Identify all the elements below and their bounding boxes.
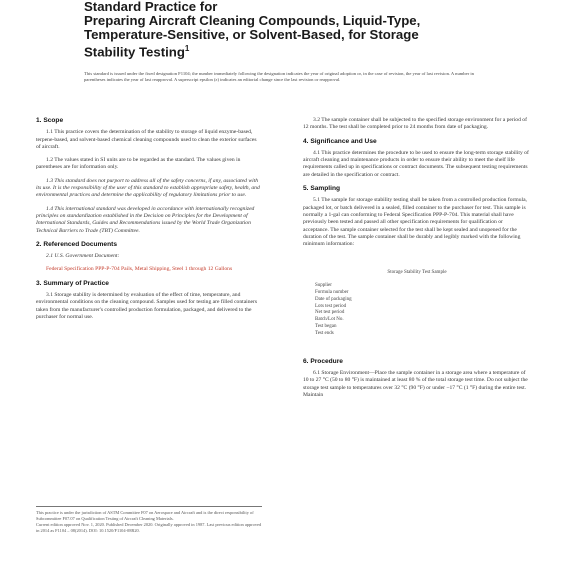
- paragraph-2-1: 2.1 U.S. Government Document:: [46, 253, 120, 260]
- section-heading-summary: 3. Summary of Practice: [36, 279, 109, 287]
- document-title: [84, 0, 504, 59]
- sample-label-line: Test began: [315, 324, 337, 330]
- section-heading-procedure: 6. Procedure: [303, 357, 343, 365]
- section-heading-sampling: 5. Sampling: [303, 185, 341, 193]
- designation-notice: This standard is issued under the fixed designation F1104; the number immediately following the designation indicates the year of original adoption or, in the case of revision, the year of last revision. A number in parentheses indicates the year of last reapproval. A superscript epsilon (ε) indicates an editorial change since the last revision or reapproval.: [84, 71, 474, 82]
- sample-label-line: Formula number: [315, 290, 349, 296]
- paragraph-5-1: 5.1 The sample for storage stability testing shall be taken from a controlled production formula, packaged lot, or batch delivered in a sealed, filled container to the purchaser for test. This sample is normally a 1-gal can conforming to Federal Specification PPP-P-704. This material shall have previously been tested and passed all other specification requirements for qualification or acceptance. The sample container selected for the test shall be kept sealed and unopened for the duration of the test. The sample container shall be durably and legibly marked with the following minimum information:: [303, 197, 527, 248]
- title-line-3: Temperature-Sensitive, or Solvent-Based, for Storage: [84, 27, 419, 42]
- section-heading-scope: 1. Scope: [36, 117, 64, 124]
- sample-label-title: Storage Stability Test Sample: [387, 270, 447, 276]
- sample-label-line: Net test period: [315, 310, 345, 316]
- federal-spec-link[interactable]: Federal Specification PPP-P-704 Pails, Metal Shipping, Steel 1 through 12 Gallons: [46, 266, 233, 273]
- left-column: [36, 117, 262, 327]
- paragraph-4-1: 4.1 This practice determines the procedure to be used to ensure the long-term storage stability of aircraft cleaning and maintenance products in order to ensure their ability to meet the shelf life requirements called up in specifications or contract documents. The subsequent testing requirements are detailed in the specification or contract.: [303, 149, 529, 178]
- footnote-2: Current edition approved Nov. 1, 2020. Published December 2020. Originally approved in 1987. Last previous edition approved in 2014 as F1104 – 08(2014). DOI: 10.1520/F1104-08R20.: [36, 522, 262, 533]
- paragraph-3-2: 3.2 The sample container shall be subjected to the specified storage environment for a period of 12 months. The test shall be completed prior to 24 months from date of packaging.: [303, 117, 527, 131]
- title-footnote-mark: 1: [184, 44, 190, 53]
- title-line-4: Stability Testing$^1$: [84, 44, 190, 60]
- sample-label-line: Test ends: [315, 330, 334, 336]
- paragraph-1-3: 1.3 This standard does not purport to address all of the safety concerns, if any, associated with its use. It is the responsibility of the user of this standard to establish appropriate safety, health, and environmental practices and determine the applicability of regulatory limitations prior to use.: [36, 177, 260, 199]
- paragraph-1-2: 1.2 The values stated in SI units are to be regarded as the standard. The values given in parentheses are for information only.: [36, 157, 241, 171]
- sample-label-line: Date of packaging: [315, 296, 352, 302]
- paragraph-3-1: 3.1 Storage stability is determined by evaluation of the effect of time, temperature, and environmental conditions on the cleaning compound. Samples used for testing are filled containers taken from the manufacturer's controlled production formulation, packaged, and delivered to the purchaser for normal use.: [36, 292, 258, 320]
- sample-label-line: Batch/Lot No.: [315, 317, 344, 323]
- title-line-1: Standard Practice for: [84, 0, 218, 14]
- sample-label-line: Lots test period: [315, 303, 347, 309]
- sample-label-line: Supplier: [315, 283, 332, 289]
- section-heading-referenced-documents: 2. Referenced Documents: [36, 240, 117, 248]
- sample-label-box: [303, 258, 529, 347]
- section-heading-significance: 4. Significance and Use: [303, 137, 377, 145]
- footnote-1: This practice is under the jurisdiction of ASTM Committee F07 on Aerospace and Aircraft and is the direct responsibility of Subcommittee F07.07 on Qualification Testing of Aircraft Cleaning Materials.: [36, 510, 254, 521]
- footnotes: [36, 506, 262, 534]
- paragraph-1-4: 1.4 This international standard was developed in accordance with internationally recognized principles on standardization established in the Decision on Principles for the Development of International Standards, Guides and Recommendations issued by the World Trade Organization Technical Barriers to Trade (TBT) Committee.: [36, 205, 255, 234]
- paragraph-1-1: 1.1 This practice covers the determination of the stability to storage of liquid enzyme-based, terpene-based, and solvent-based chemical cleaning compounds used to clean the exterior surfaces of aircraft.: [36, 129, 257, 150]
- paragraph-6-1: 6.1 Storage Environment—Place the sample container in a storage area where a temperature of 10 to 27 °C (50 to 80 °F) is maintained at least 80 % of the total storage test time. Do not subject the storage test sample to temperatures over 32 °C (90 °F) or under −17 °C (1 °F) during the entire test. Maintain: [303, 369, 528, 398]
- title-line-2: Preparing Aircraft Cleaning Compounds, Liquid-Type,: [84, 13, 421, 28]
- right-column: [303, 117, 529, 405]
